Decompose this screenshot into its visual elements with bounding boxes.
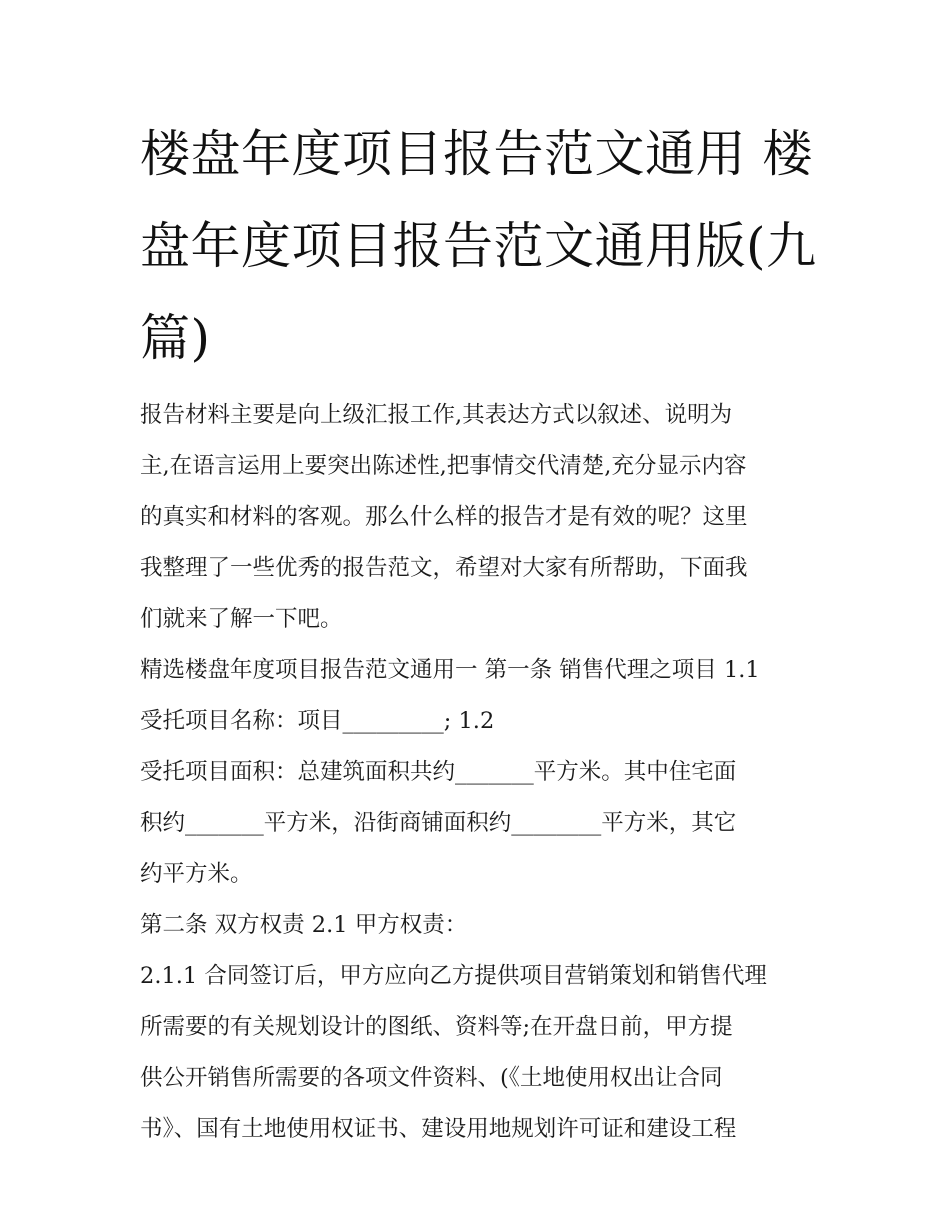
document-page <box>140 108 820 1155</box>
paragraph-line: 供公开销售所需要的各项文件资料、(《土地使用权出让合同 <box>140 1065 723 1091</box>
body-paragraph <box>140 390 820 645</box>
paragraph-line: 精选楼盘年度项目报告范文通用一 第一条 销售代理之项目 1.1 <box>140 657 760 683</box>
body-paragraph <box>140 951 820 1155</box>
paragraph-line: 主,在语言运用上要突出陈述性,把事情交代清楚,充分显示内容 <box>140 453 747 479</box>
paragraph-line: 的真实和材料的客观。那么什么样的报告才是有效的呢？这里 <box>140 504 748 530</box>
paragraph-line: 报告材料主要是向上级汇报工作,其表达方式以叙述、说明为 <box>140 402 733 428</box>
paragraph-line: 所需要的有关规划设计的图纸、资料等;在开盘日前，甲方提 <box>140 1014 733 1040</box>
body-paragraph <box>140 900 820 951</box>
document-title: 楼盘年度项目报告范文通用 楼盘年度项目报告范文通用版(九篇) <box>140 125 817 367</box>
paragraph-line: 受托项目面积：总建筑面积共约_______平方米。其中住宅面 <box>140 759 737 785</box>
document-body <box>140 390 820 1155</box>
paragraph-line: 第二条 双方权责 2.1 甲方权责： <box>140 912 468 938</box>
paragraph-line: 积约_______平方米，沿街商铺面积约________平方米，其它 <box>140 810 737 836</box>
paragraph-line: 约平方米。 <box>140 861 253 887</box>
body-paragraph <box>140 645 820 747</box>
paragraph-line: 们就来了解一下吧。 <box>140 606 343 632</box>
body-paragraph <box>140 747 820 900</box>
paragraph-line: 受托项目名称：项目_________; 1.2 <box>140 708 495 734</box>
paragraph-line: 书》、国有土地使用权证书、建设用地规划许可证和建设工程 <box>140 1116 737 1142</box>
paragraph-line: 我整理了一些优秀的报告范文，希望对大家有所帮助，下面我 <box>140 555 748 581</box>
paragraph-line: 2.1.1 合同签订后，甲方应向乙方提供项目营销策划和销售代理 <box>140 963 767 989</box>
